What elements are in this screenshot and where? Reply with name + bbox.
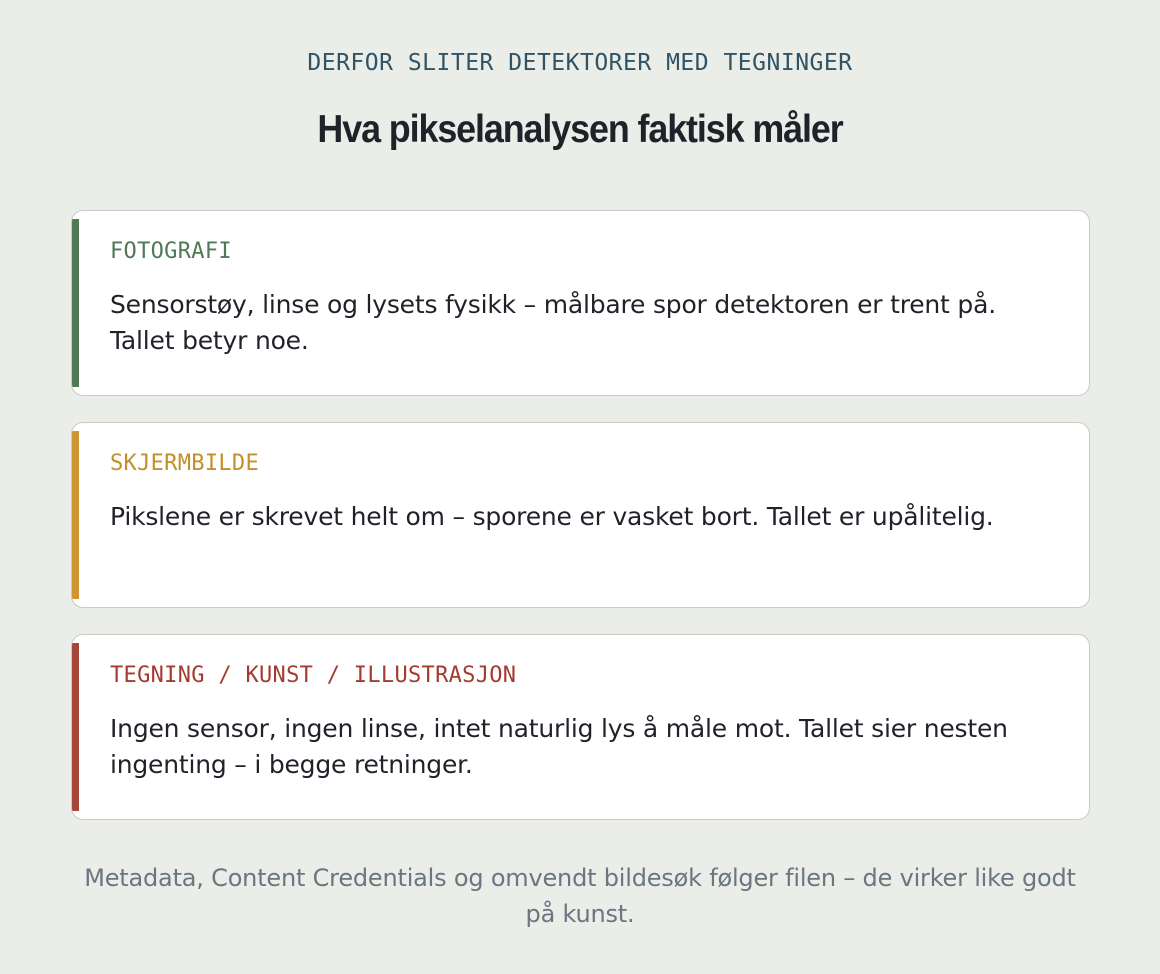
card-accent-bar bbox=[72, 219, 79, 387]
card-label: TEGNING / KUNST / ILLUSTRASJON bbox=[110, 663, 517, 688]
card-label: FOTOGRAFI bbox=[110, 239, 232, 264]
card-accent-bar bbox=[72, 431, 79, 599]
eyebrow-heading: DERFOR SLITER DETEKTORER MED TEGNINGER bbox=[307, 50, 853, 76]
page-title: Hva pikselanalysen faktisk måler bbox=[317, 108, 843, 151]
card-label: SKJERMBILDE bbox=[110, 451, 259, 476]
card-body: Sensorstøy, linse og lysets fysikk – målbare spor detektoren er trent på. Tallet betyr noe. bbox=[110, 290, 996, 355]
card-photograph bbox=[71, 210, 1090, 396]
card-screenshot bbox=[71, 422, 1090, 608]
card-body: Ingen sensor, ingen linse, intet naturlig lys å måle mot. Tallet sier nesten ingenting – i begge retninger. bbox=[110, 714, 1008, 779]
card-drawing-art bbox=[71, 634, 1090, 820]
card-body: Pikslene er skrevet helt om – sporene er vasket bort. Tallet er upålitelig. bbox=[110, 502, 994, 531]
footer-note: Metadata, Content Credentials og omvendt bildesøk følger filen – de virker like godt på kunst. bbox=[84, 864, 1076, 928]
card-accent-bar bbox=[72, 643, 79, 811]
